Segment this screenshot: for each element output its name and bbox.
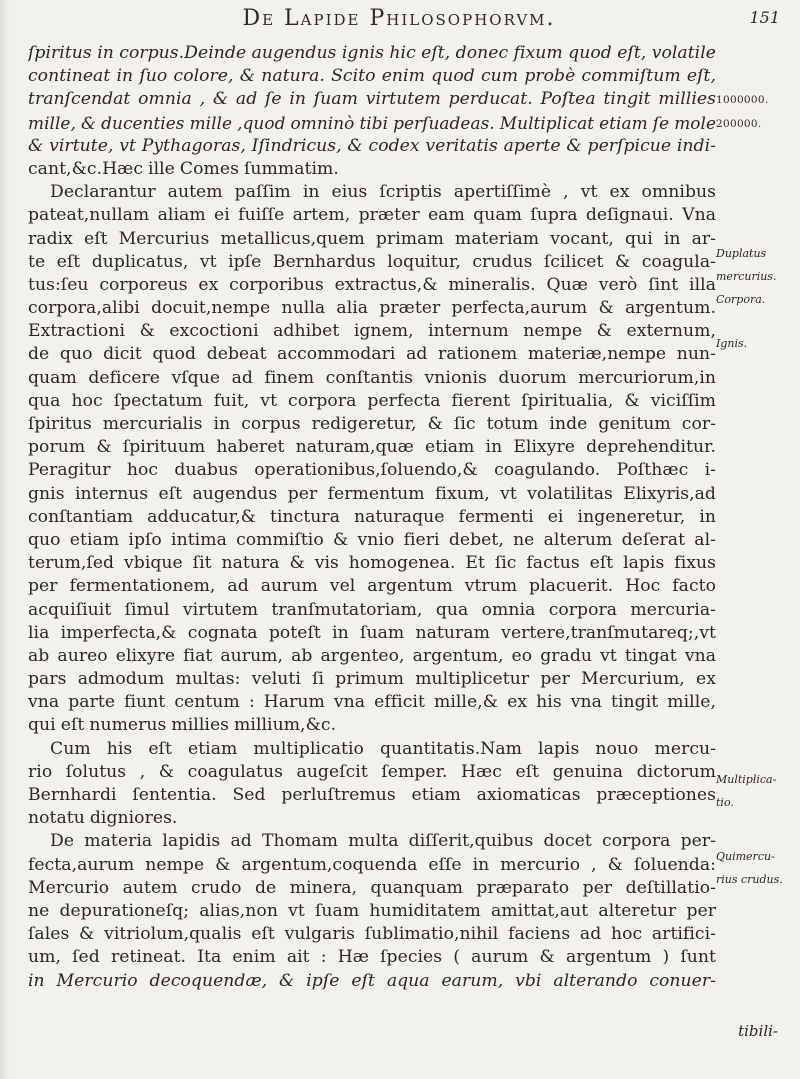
text-line: Cum his eſt etiam multiplicatio quantitatis.Nam lapis nouo mercu- bbox=[50, 738, 716, 759]
text-line: quo etiam ipſo intima commiſtio & vnio fieri debet, ne alterum deſerat al- bbox=[28, 529, 716, 550]
catchword: tibili- bbox=[738, 1022, 778, 1040]
text-line: ne depurationeſq; alias,non vt ſuam humiditatem amittat,aut alteretur per bbox=[28, 900, 716, 921]
text-line: corpora,alibi docuit,nempe nulla alia præter perfecta,aurum & argentum. bbox=[28, 298, 716, 319]
page-number: 151 bbox=[749, 8, 780, 27]
page-gutter-shadow bbox=[0, 0, 10, 1079]
text-line: conſtantiam adducatur,& tinctura naturaque fermenti ei ingeneretur, in bbox=[28, 506, 716, 527]
margin-note: 1000000. bbox=[716, 94, 769, 107]
margin-note: Duplatus bbox=[716, 246, 767, 260]
text-line: de quo dicit quod debeat accommodari ad rationem materiæ,nempe nun- bbox=[28, 344, 716, 365]
margin-note: Ignis. bbox=[716, 337, 748, 350]
text-line: acquiſiuit ſimul virtutem tranſmutatoriam, qua omnia corpora mercuria- bbox=[28, 599, 716, 620]
text-line: tranſcendat omnia , & ad ſe in ſuam virtutem perducat. Poſtea tingit millies bbox=[28, 89, 716, 110]
margin-note: 200000. bbox=[716, 117, 762, 130]
text-line: porum & ſpirituum haberet naturam,quæ etiam in Elixyre deprehenditur. bbox=[28, 437, 716, 458]
text-line: Extractioni & excoctioni adhibet ignem, internum nempe & externum, bbox=[28, 321, 716, 342]
text-line: per fermentationem, ad aurum vel argentum vtrum placuerit. Hoc facto bbox=[28, 576, 716, 597]
body-text bbox=[28, 42, 716, 993]
text-line: qua hoc ſpectatum fuit, vt corpora perfecta fierent ſpiritualia, & viciſſim bbox=[28, 390, 716, 411]
margin-note: Multiplica- bbox=[716, 773, 777, 787]
text-line: te eſt duplicatus, vt ipſe Bernhardus loquitur, crudus ſcilicet & coagula- bbox=[28, 251, 716, 272]
text-line: quam deficere vſque ad finem conſtantis vnionis duorum mercuriorum,in bbox=[28, 367, 716, 388]
text-line: vna parte fiunt centum : Harum vna efficit mille,& ex his vna tingit mille, bbox=[28, 692, 716, 713]
page-header bbox=[60, 6, 788, 36]
text-line: rio ſolutus , & coagulatus augeſcit ſemper. Hæc eſt genuina dictorum bbox=[28, 761, 716, 782]
text-line: ſpiritus in corpus.Deinde augendus ignis hic eſt, donec fixum quod eſt, volatile bbox=[28, 43, 716, 63]
text-line: um, ſed retineat. Ita enim ait : Hæ ſpecies ( aurum & argentum ) ſunt bbox=[28, 947, 716, 968]
text-line: & virtute, vt Pythagoras, Iſindricus, & codex veritatis aperte & perſpicue indi- bbox=[28, 135, 716, 156]
text-line: mille, & ducenties mille ,quod omninò tibi perſuadeas. Multiplicat etiam ſe mole bbox=[28, 112, 716, 133]
margin-note: Quimercu- bbox=[716, 849, 775, 863]
text-line: cant,&c.Hæc ille Comes ſummatim. bbox=[28, 158, 339, 179]
text-line: Bernhardi ſententia. Sed perluſtremus etiam axiomaticas præceptiones bbox=[28, 785, 716, 805]
text-line: Declarantur autem paſſim in eius ſcriptis apertiſſimè , vt ex omnibus bbox=[50, 182, 716, 203]
text-line: gnis internus eſt augendus per fermentum fixum, vt volatilitas Elixyris,ad bbox=[28, 483, 716, 504]
text-line: Peragitur hoc duabus operationibus,ſoluendo,& coagulando. Poſthæc i- bbox=[28, 460, 716, 481]
margin-note: Corpora. bbox=[716, 292, 766, 306]
text-line: notatu digniores. bbox=[28, 808, 178, 829]
text-line: ſales & vitriolum,qualis eſt vulgaris ſublimatio,nihil faciens ad hoc artifici- bbox=[28, 924, 716, 945]
text-line: terum,ſed vbique ſit natura & vis homogenea. Et ſic factus eſt lapis fixus bbox=[28, 553, 716, 574]
text-line: fecta,aurum nempe & argentum,coquenda eſſe in mercurio , & ſoluenda: bbox=[28, 854, 716, 875]
text-line: Mercurio autem crudo de minera, quanquam præparato per deſtillatio- bbox=[28, 877, 716, 898]
margin-note: mercurius. bbox=[716, 269, 777, 283]
text-line: tus:ſeu corporeus ex corporibus extractus,& mineralis. Quæ verò ſint illa bbox=[28, 274, 716, 295]
text-line: ab aureo elixyre fiat aurum, ab argenteo, argentum, eo gradu vt tingat vna bbox=[28, 645, 716, 666]
text-line: ſpiritus mercurialis in corpus redigeretur, & ſic totum inde genitum cor- bbox=[28, 414, 716, 434]
text-line: contineat in ſuo colore, & natura. Scito enim quod cum probè commiſtum eſt, bbox=[28, 66, 716, 87]
margin-note: rius crudus. bbox=[716, 872, 783, 886]
text-line: qui eſt numerus millies millium,&c. bbox=[28, 715, 337, 736]
text-line: pars admodum multas: veluti ſi primum multiplicetur per Mercurium, ex bbox=[28, 669, 716, 690]
text-line: De materia lapidis ad Thomam multa diſſerit,quibus docet corpora per- bbox=[50, 831, 716, 852]
running-head: De Lapide Philosophorvm. bbox=[242, 6, 556, 31]
text-line: in Mercurio decoquendæ, & ipſe eſt aqua earum, vbi alterando conuer- bbox=[28, 970, 716, 991]
text-line: pateat,nullam aliam ei fuiſſe artem, præter eam quam ſupra deſignaui. Vna bbox=[28, 205, 716, 226]
text-line: lia imperfecta,& cognata poteſt in ſuam naturam vertere,tranſmutareq;,vt bbox=[28, 622, 716, 643]
text-line: radix eſt Mercurius metallicus,quem primam materiam vocant, qui in ar- bbox=[28, 228, 716, 249]
margin-note: tio. bbox=[716, 796, 734, 810]
